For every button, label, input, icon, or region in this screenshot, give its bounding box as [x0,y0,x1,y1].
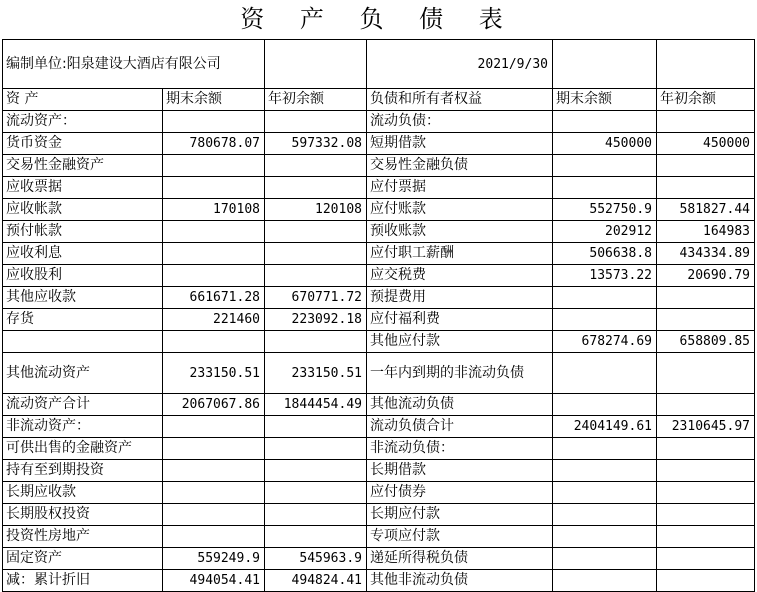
table-row [3,331,755,353]
asset-begin-balance-cell: 494824.41 [265,570,367,592]
liability-begin-balance-cell: 164983 [657,221,755,243]
liability-end-balance-cell [553,438,657,460]
asset-end-balance-cell [163,265,265,287]
liability-end-balance-cell [553,504,657,526]
empty-cell [657,40,755,89]
asset-begin-balance-cell [265,482,367,504]
asset-end-balance-cell: 2067067.86 [163,394,265,416]
liability-name-cell: 预收账款 [367,221,553,243]
liability-end-balance-cell [553,526,657,548]
liability-begin-balance-cell [657,526,755,548]
table-row [3,133,755,155]
asset-name-cell: 应收帐款 [3,199,163,221]
asset-end-balance-cell: 233150.51 [163,353,265,394]
liability-begin-balance-cell [657,155,755,177]
asset-name-cell: 持有至到期投资 [3,460,163,482]
table-row [3,394,755,416]
liability-end-balance-cell: 2404149.61 [553,416,657,438]
liability-name-cell: 短期借款 [367,133,553,155]
liability-end-balance-cell: 450000 [553,133,657,155]
liability-begin-balance-cell [657,570,755,592]
liability-name-cell: 一年内到期的非流动负债 [367,353,553,394]
liability-begin-balance-cell: 20690.79 [657,265,755,287]
company-name: 编制单位:阳泉建设大酒店有限公司 [3,40,265,89]
table-row [3,111,755,133]
liability-end-balance-cell: 552750.9 [553,199,657,221]
liability-begin-balance-cell [657,460,755,482]
table-row [3,504,755,526]
asset-end-balance-cell: 170108 [163,199,265,221]
table-row [3,309,755,331]
asset-name-cell: 流动资产： [3,111,163,133]
asset-end-balance-cell: 221460 [163,309,265,331]
asset-end-balance-cell [163,504,265,526]
liability-end-balance-cell [553,353,657,394]
liability-begin-balance-cell [657,309,755,331]
asset-end-balance-cell [163,243,265,265]
asset-name-cell: 投资性房地产 [3,526,163,548]
asset-name-cell: 应收票据 [3,177,163,199]
table-row [3,482,755,504]
asset-name-cell: 可供出售的金融资产 [3,438,163,460]
liability-name-cell: 预提费用 [367,287,553,309]
liability-begin-balance-cell: 2310645.97 [657,416,755,438]
asset-name-cell: 其他应收款 [3,287,163,309]
asset-begin-balance-cell: 233150.51 [265,353,367,394]
liability-name-cell: 长期应付款 [367,504,553,526]
header-asset: 资 产 [3,89,163,111]
asset-end-balance-cell: 559249.9 [163,548,265,570]
table-row [3,199,755,221]
liability-end-balance-cell: 678274.69 [553,331,657,353]
table-row [3,177,755,199]
table-row [3,353,755,394]
asset-begin-balance-cell [265,221,367,243]
asset-begin-balance-cell [265,265,367,287]
asset-begin-balance-cell [265,331,367,353]
liability-end-balance-cell [553,482,657,504]
liability-end-balance-cell: 13573.22 [553,265,657,287]
asset-begin-balance-cell [265,243,367,265]
header-end-balance-2: 期末余额 [553,89,657,111]
asset-end-balance-cell [163,331,265,353]
liability-name-cell: 应交税费 [367,265,553,287]
table-row [3,548,755,570]
asset-begin-balance-cell: 120108 [265,199,367,221]
liability-begin-balance-cell [657,287,755,309]
liability-name-cell: 流动负债合计 [367,416,553,438]
asset-name-cell: 交易性金融资产 [3,155,163,177]
asset-end-balance-cell [163,482,265,504]
liability-name-cell: 应付职工薪酬 [367,243,553,265]
table-row [3,221,755,243]
liability-name-cell: 流动负债： [367,111,553,133]
asset-begin-balance-cell [265,177,367,199]
header-row [3,89,755,111]
asset-end-balance-cell: 780678.07 [163,133,265,155]
asset-begin-balance-cell: 545963.9 [265,548,367,570]
liability-end-balance-cell [553,155,657,177]
table-row [3,287,755,309]
asset-name-cell: 长期应收款 [3,482,163,504]
liability-begin-balance-cell: 581827.44 [657,199,755,221]
liability-name-cell: 应付票据 [367,177,553,199]
sheet-title: 资 产 负 债 表 [240,5,517,33]
asset-end-balance-cell: 661671.28 [163,287,265,309]
liability-name-cell: 应付福利费 [367,309,553,331]
asset-begin-balance-cell: 1844454.49 [265,394,367,416]
liability-name-cell: 非流动负债： [367,438,553,460]
liability-end-balance-cell: 202912 [553,221,657,243]
liability-name-cell: 交易性金融负债 [367,155,553,177]
liability-begin-balance-cell [657,504,755,526]
liability-begin-balance-cell [657,353,755,394]
liability-name-cell: 专项应付款 [367,526,553,548]
company-row [3,40,755,89]
table-row [3,570,755,592]
asset-name-cell: 应收股利 [3,265,163,287]
liability-begin-balance-cell: 434334.89 [657,243,755,265]
liability-name-cell: 长期借款 [367,460,553,482]
report-date: 2021/9/30 [367,40,553,89]
asset-begin-balance-cell: 223092.18 [265,309,367,331]
asset-begin-balance-cell: 670771.72 [265,287,367,309]
liability-begin-balance-cell [657,111,755,133]
asset-name-cell: 其他流动资产 [3,353,163,394]
table-row [3,265,755,287]
table-row [3,155,755,177]
asset-name-cell: 货币资金 [3,133,163,155]
liability-begin-balance-cell [657,482,755,504]
liability-begin-balance-cell [657,548,755,570]
asset-end-balance-cell: 494054.41 [163,570,265,592]
asset-begin-balance-cell [265,460,367,482]
liability-begin-balance-cell [657,438,755,460]
liability-begin-balance-cell [657,394,755,416]
asset-begin-balance-cell [265,111,367,133]
liability-end-balance-cell [553,394,657,416]
liability-name-cell: 应付账款 [367,199,553,221]
table-row [3,460,755,482]
asset-end-balance-cell [163,416,265,438]
header-end-balance: 期末余额 [163,89,265,111]
table-row [3,243,755,265]
liability-end-balance-cell [553,177,657,199]
asset-end-balance-cell [163,526,265,548]
asset-name-cell: 长期股权投资 [3,504,163,526]
table-row [3,526,755,548]
liability-end-balance-cell [553,548,657,570]
liability-begin-balance-cell: 450000 [657,133,755,155]
header-begin-balance-2: 年初余额 [657,89,755,111]
asset-name-cell: 存货 [3,309,163,331]
asset-begin-balance-cell [265,416,367,438]
asset-end-balance-cell [163,111,265,133]
liability-end-balance-cell [553,111,657,133]
asset-begin-balance-cell: 597332.08 [265,133,367,155]
table-row [3,416,755,438]
liability-begin-balance-cell: 658809.85 [657,331,755,353]
asset-end-balance-cell [163,438,265,460]
asset-name-cell: 流动资产合计 [3,394,163,416]
empty-cell [553,40,657,89]
asset-name-cell [3,331,163,353]
asset-name-cell: 非流动资产： [3,416,163,438]
asset-end-balance-cell [163,460,265,482]
liability-name-cell: 应付债券 [367,482,553,504]
liability-end-balance-cell: 506638.8 [553,243,657,265]
balance-sheet-table [2,39,755,592]
liability-end-balance-cell [553,460,657,482]
liability-end-balance-cell [553,309,657,331]
table-row [3,438,755,460]
asset-begin-balance-cell [265,526,367,548]
asset-end-balance-cell [163,177,265,199]
header-liability: 负债和所有者权益 [367,89,553,111]
empty-cell [265,40,367,89]
asset-name-cell: 应收利息 [3,243,163,265]
liability-end-balance-cell [553,287,657,309]
asset-begin-balance-cell [265,155,367,177]
liability-end-balance-cell [553,570,657,592]
liability-name-cell: 其他非流动负债 [367,570,553,592]
asset-name-cell: 固定资产 [3,548,163,570]
asset-name-cell: 预付帐款 [3,221,163,243]
asset-end-balance-cell [163,221,265,243]
header-begin-balance: 年初余额 [265,89,367,111]
asset-begin-balance-cell [265,504,367,526]
liability-name-cell: 递延所得税负债 [367,548,553,570]
liability-name-cell: 其他应付款 [367,331,553,353]
liability-name-cell: 其他流动负债 [367,394,553,416]
asset-end-balance-cell [163,155,265,177]
liability-begin-balance-cell [657,177,755,199]
asset-begin-balance-cell [265,438,367,460]
asset-name-cell: 减：累计折旧 [3,570,163,592]
